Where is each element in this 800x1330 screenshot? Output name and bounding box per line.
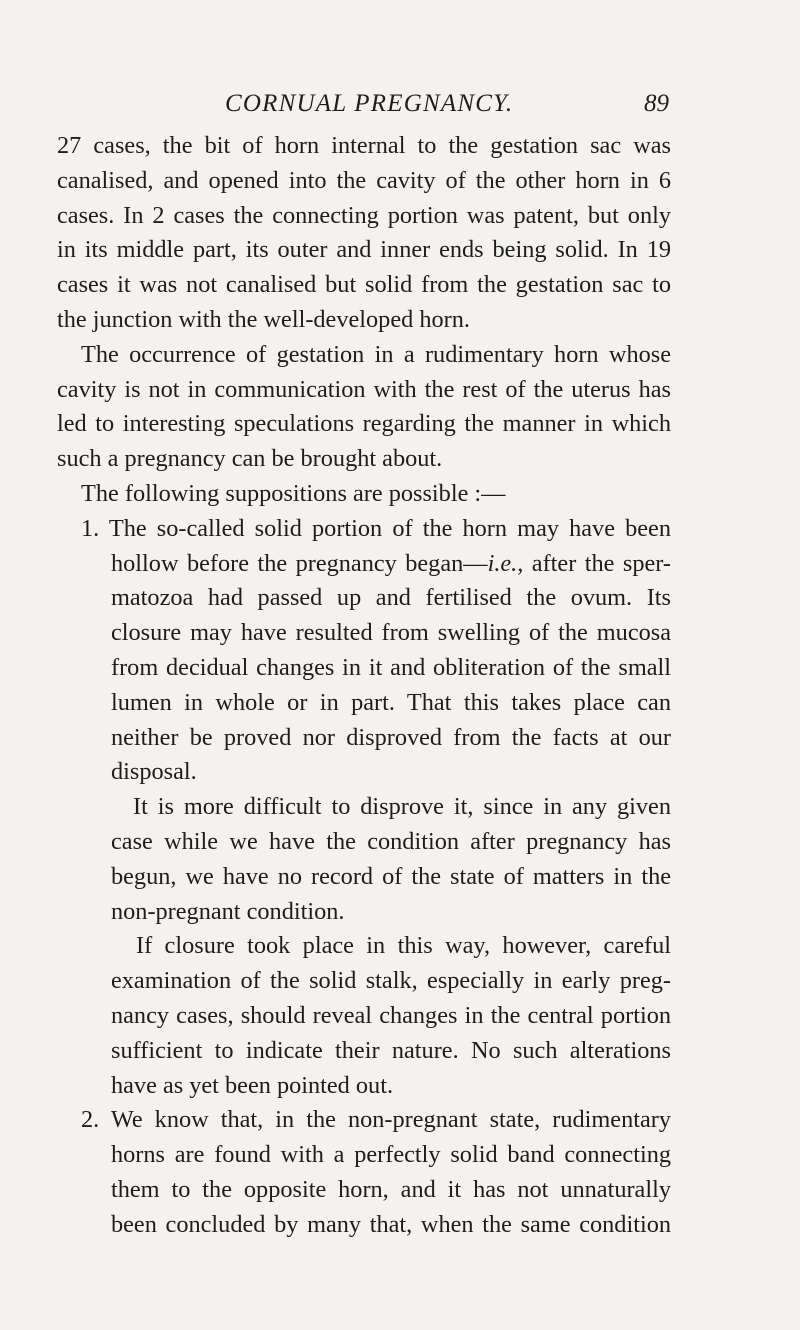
text-line: 2. We know that, in the non-pregnant state, rudimentary — [81, 1106, 671, 1134]
text-line: cases it was not canalised but solid from the gestation sac to — [57, 271, 671, 299]
text-fragment: hollow before the pregnancy began— — [111, 549, 488, 577]
text-line: lumen in whole or in part. That this takes place can — [111, 688, 671, 716]
text-line: It is more difficult to disprove it, since in any given — [133, 793, 671, 821]
page-number: 89 — [644, 90, 669, 117]
text-line: have as yet been pointed out. — [111, 1071, 394, 1099]
running-head: CORNUAL PREGNANCY. — [225, 90, 514, 117]
text-line: begun, we have no record of the state of matters in the — [111, 862, 671, 890]
body-text — [57, 129, 671, 1243]
text-line: 27 cases, the bit of horn internal to the gestation sac was — [57, 132, 671, 159]
text-line: cavity is not in communication with the rest of the uterus has — [57, 375, 671, 403]
text-line: The occurrence of gestation in a rudimentary horn whose — [81, 340, 671, 368]
text-line — [57, 547, 671, 582]
text-line: nancy cases, should reveal changes in the central portion — [111, 1001, 671, 1029]
text-fragment: after the sper- — [523, 549, 671, 577]
text-line: from decidual changes in it and obliteration of the small — [111, 653, 671, 681]
text-line: closure may have resulted from swelling of the mucosa — [111, 619, 671, 647]
text-line: them to the opposite horn, and it has not unnaturally — [111, 1175, 671, 1203]
text-line: led to interesting speculations regarding the manner in which — [57, 410, 671, 438]
text-line: sufficient to indicate their nature. No such alterations — [111, 1036, 671, 1064]
page-header — [57, 88, 669, 120]
italic-abbreviation: i.e., — [487, 549, 524, 577]
text-line: cases. In 2 cases the connecting portion was patent, but only — [57, 201, 671, 229]
text-line: matozoa had passed up and fertilised the ovum. Its — [111, 584, 671, 612]
text-line: disposal. — [111, 758, 197, 786]
text-line: If closure took place in this way, however, careful — [136, 932, 671, 960]
text-line: been concluded by many that, when the same condition — [111, 1210, 671, 1238]
text-line: such a pregnancy can be brought about. — [57, 445, 443, 473]
text-line: examination of the solid stalk, especially in early preg- — [111, 967, 671, 995]
text-line: case while we have the condition after pregnancy has — [111, 827, 671, 855]
text-line: 1. The so-called solid portion of the horn may have been — [81, 514, 671, 542]
text-line: non-pregnant condition. — [111, 897, 345, 925]
text-line: canalised, and opened into the cavity of the other horn in 6 — [57, 166, 671, 194]
text-line: in its middle part, its outer and inner ends being solid. In 19 — [57, 236, 671, 264]
text-line: horns are found with a perfectly solid band connecting — [111, 1141, 671, 1169]
text-line: the junction with the well-developed horn. — [57, 305, 470, 333]
text-line: The following suppositions are possible :— — [81, 479, 506, 507]
text-line: neither be proved nor disproved from the facts at our — [111, 723, 671, 751]
